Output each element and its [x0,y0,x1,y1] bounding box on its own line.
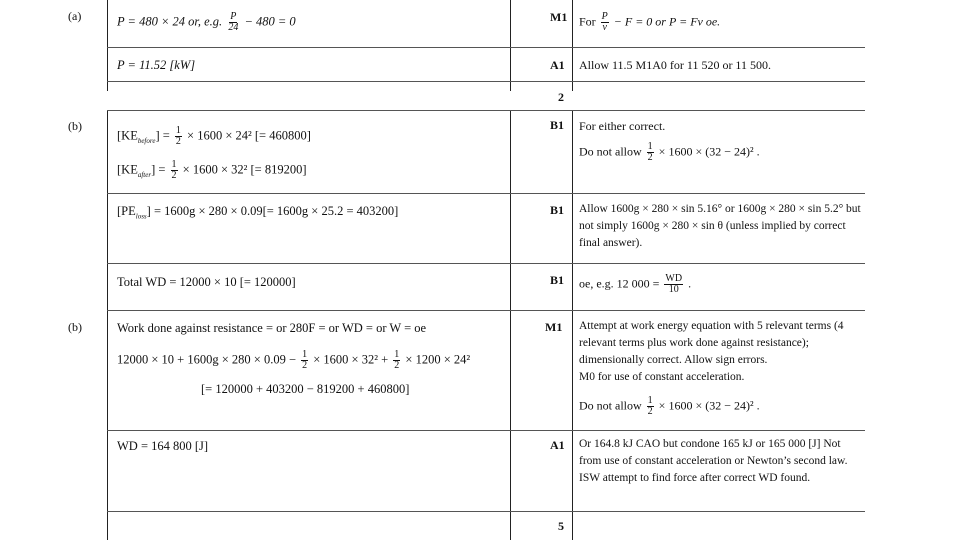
row4-c2-den: 2 [647,152,653,163]
column-rule-comments [572,0,573,91]
row-divider [107,430,865,431]
row1-comment-tail: − F = 0 or P = Fv oe. [613,14,721,29]
mark-row5: B1 [550,203,565,217]
row-divider [107,511,865,512]
row1-frac-num: P [230,11,237,22]
row4-c2-fraction [647,142,654,163]
row4-ke-after [117,160,307,183]
row4-ka-lead: [KE [117,162,138,177]
row7-c2-num: 1 [647,395,653,406]
row-divider [107,310,865,311]
row7-comment: Attempt at work energy equation with 5 relevant terms (4 relevant terms plus work done against resistance); dimensionally correct. Allow sign errors. M0 for use of constant acceleration. [579,320,844,383]
row4-comment2 [579,142,760,163]
column-rule-marks [510,0,511,91]
row4-c2-lead: Do not allow [579,144,642,159]
column-rule-answer [107,0,108,91]
mark-row7: M1 [545,320,563,334]
row4-c2-tail: × 1600 × (32 − 24)² . [658,144,760,159]
row2-answer: P = 11.52 [kW] [117,58,196,72]
row7-half-a [301,350,308,371]
row-divider [107,81,865,82]
table-fragment-bottom [0,98,960,540]
row4-c2-num: 1 [647,141,653,152]
mark-row9-total: 5 [558,519,564,533]
column-rule-comments [572,110,573,540]
row6-c-fraction [664,274,683,295]
row7-comment2 [579,396,760,417]
row-divider [107,263,865,264]
row4-ka-tail: × 1600 × 32² [= 819200] [182,162,307,177]
row7-half-b [393,350,400,371]
part-label-a: (a) [68,9,82,23]
mark-row2: A1 [550,58,565,72]
row4-half-fraction [175,126,182,147]
row1-comment-fraction [601,12,609,33]
row7-hb-num: 1 [394,349,400,360]
row6-c-lead: oe, e.g. 12 000 = [579,276,660,291]
row6-comment [579,274,691,295]
row7-l2-mid: × 1600 × 32² + [313,352,389,367]
row4-half-den: 2 [175,136,181,147]
row7-l2-tail: × 1200 × 24² [405,352,471,367]
row5-pe-sub: loss [135,212,147,221]
row4-kb-sub: before [137,136,156,145]
row7-c2-tail: × 1600 × (32 − 24)² . [658,398,760,413]
row7-hb-den: 2 [394,360,400,371]
row1-equation [117,12,296,33]
row7-ha-den: 2 [302,360,308,371]
row6-total: Total WD = 12000 × 10 [= 120000] [117,275,296,289]
row6-c-den: 10 [668,284,679,295]
row4-half-num-2: 1 [171,159,177,170]
row4-ka-mid: ] = [151,162,166,177]
mark-row1: M1 [550,10,568,24]
row7-line3: [= 120000 + 403200 − 819200 + 460800] [201,382,410,396]
row-divider [107,110,865,111]
row1-comment-frac-den: v [602,22,607,33]
row1-comment [579,12,720,33]
row7-l2-lead: 12000 × 10 + 1600g × 280 × 0.09 − [117,352,296,367]
part-label-b-second: (b) [68,320,82,334]
row4-kb-tail: × 1600 × 24² [= 460800] [187,128,311,143]
row4-comment1: For either correct. [579,119,666,133]
mark-row6: B1 [550,273,565,287]
row4-ke-before [117,126,311,149]
row-divider [107,193,865,194]
row6-c-tail: . [688,276,692,291]
row4-kb-mid: ] = [155,128,170,143]
row2-comment: Allow 11.5 M1A0 for 11 520 or 11 500. [579,58,771,72]
row1-eq-lead: P = 480 × 24 or, e.g. [117,14,223,29]
row-divider [107,47,865,48]
table-fragment-top [0,0,960,104]
mark-row4: B1 [550,118,565,132]
row7-line1: Work done against resistance = or 280F = or WD = or W = oe [117,321,427,335]
row1-comment-lead: For [579,14,596,29]
mark-row3-total: 2 [558,90,564,104]
row4-ka-sub: after [137,170,152,179]
row5-pe-lead: [PE [117,204,136,218]
row8-answer: WD = 164 800 [J] [117,439,209,453]
part-label-b: (b) [68,119,82,133]
column-rule-marks [510,110,511,540]
row1-comment-frac-num: P [601,11,608,22]
row5-comment: Allow 1600g × 280 × sin 5.16° or 1600g × 280 × sin 5.2° but not simply 1600g × 280 × sin θ (unless implied by correct final answer). [579,203,861,249]
row1-frac-den: 24 [228,22,239,33]
row7-c2-den: 2 [647,406,653,417]
row4-half-num: 1 [175,125,181,136]
row1-fraction [227,12,239,33]
row7-c2-lead: Do not allow [579,398,642,413]
row8-comment: Or 164.8 kJ CAO but condone 165 kJ or 165 000 [J] Not from use of constant acceleration or Newton’s second law. ISW attempt to find force after correct WD found. [579,438,848,484]
row4-half-den-2: 2 [171,170,177,181]
column-rule-answer [107,110,108,540]
row4-half-fraction-2 [171,160,178,181]
row6-c-num: WD [665,273,683,284]
row7-c2-fraction [647,396,654,417]
row7-ha-num: 1 [302,349,308,360]
row1-eq-tail: − 480 = 0 [244,14,296,29]
row7-line2 [117,350,470,371]
row5-pe [117,204,398,225]
mark-row8: A1 [550,438,565,452]
row4-kb-lead: [KE [117,128,138,143]
row5-pe-tail: ] = 1600g × 280 × 0.09[= 1600g × 25.2 = 403200] [146,204,399,218]
